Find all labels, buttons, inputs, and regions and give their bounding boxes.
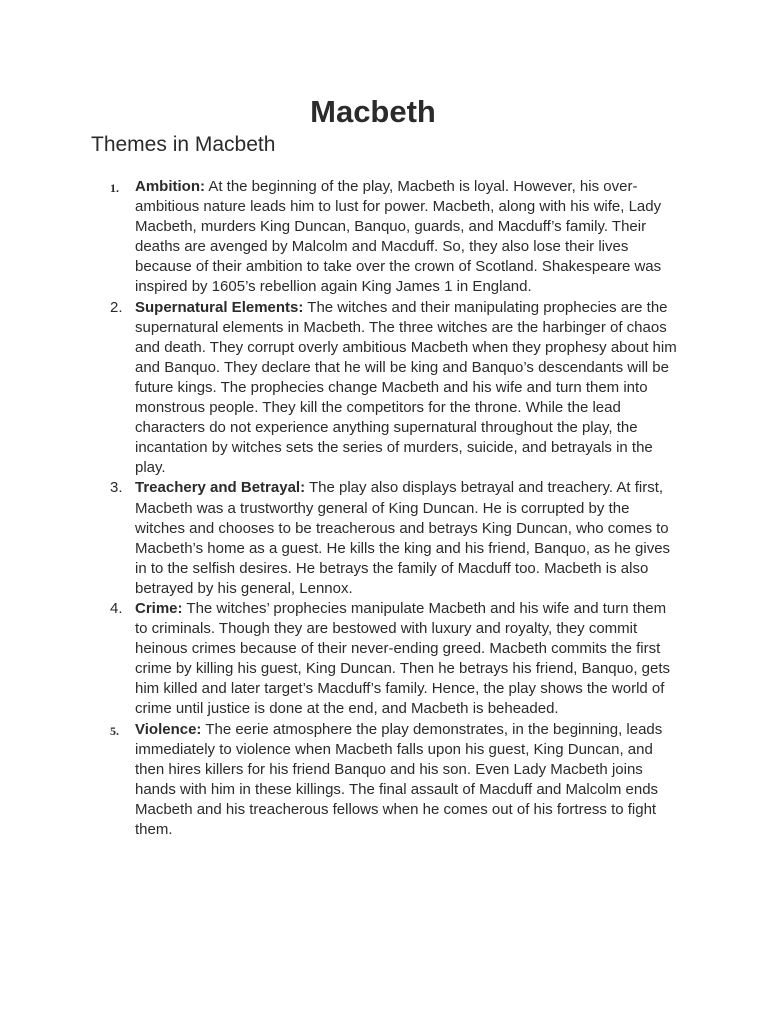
theme-term: Ambition: xyxy=(135,178,205,195)
list-item-text xyxy=(135,599,680,720)
themes-list xyxy=(0,177,768,840)
theme-description: The witches and their manipulating prophecies are the supernatural elements in Macbeth. The three witches are the harbinger of chaos and death. They corrupt overly ambitious Macbeth when they prophesy about him and Banquo. They declare that he will be king and Banquo’s descendants will be future kings. The prophecies change Macbeth and his wife and turn them into monstrous people. They kill the competitors for the throne. While the lead characters do not experience anything supernatural throughout the play, the incantation by witches sets the series of murders, suicide, and betrayals in the play. xyxy=(135,298,677,477)
list-number: 2. xyxy=(110,298,123,316)
list-number: 1. xyxy=(110,181,119,195)
theme-description: The eerie atmosphere the play demonstrates, in the beginning, leads immediately to violence when Macbeth falls upon his guest, King Duncan, and then hires killers for his friend Banquo and his son. Even Lady Macbeth joins hands with him in these killings. The final assault of Macduff and Malcolm ends Macbeth and his treacherous fellows when he comes out of his fortress to fight them. xyxy=(135,720,663,838)
list-number: 3. xyxy=(110,479,123,497)
list-number: 5. xyxy=(110,723,119,738)
theme-term: Treachery and Betrayal: xyxy=(135,479,306,497)
list-item-text xyxy=(135,298,680,479)
list-item-crime xyxy=(0,599,768,720)
theme-term: Violence: xyxy=(135,720,202,738)
list-item-text xyxy=(135,720,680,841)
theme-term: Crime: xyxy=(135,599,183,617)
list-item-violence xyxy=(0,720,768,841)
theme-description: At the beginning of the play, Macbeth is loyal. However, his over-ambitious nature leads him to lust for power. Macbeth, along with his wife, Lady Macbeth, murders King Duncan, Banquo, guards, and Macduff’s family. Their deaths are avenged by Malcolm and Macduff. So, they also lose their lives because of their ambition to take over the crown of Scotland. Shakespeare was inspired by 1605’s rebellion again King James 1 in England. xyxy=(135,178,662,296)
list-item-supernatural xyxy=(0,298,768,479)
theme-term: Supernatural Elements: xyxy=(135,298,304,316)
list-item-treachery xyxy=(0,478,768,599)
list-item-text xyxy=(135,478,680,599)
list-number: 4. xyxy=(110,599,123,617)
theme-description: The play also displays betrayal and treachery. At first, Macbeth was a trustworthy general of King Duncan. He is corrupted by the witches and chooses to be treacherous and betrays King Duncan, who comes to Macbeth’s home as a guest. He kills the king and his friend, Banquo, as he gives in to the selfish desires. He betrays the family of Macduff too. Macbeth is also betrayed by his general, Lennox. xyxy=(135,479,671,597)
document-title: Macbeth xyxy=(310,94,436,129)
list-item-ambition xyxy=(0,177,768,298)
theme-description: The witches’ prophecies manipulate Macbeth and his wife and turn them to criminals. Though they are bestowed with luxury and royalty, they commit heinous crimes because of their never-ending greed. Macbeth commits the first crime by killing his guest, King Duncan. Then he betrays his friend, Banquo, gets him killed and later target’s Macduff’s family. Hence, the play shows the world of crime until justice is done at the end, and Macbeth is beheaded. xyxy=(135,599,671,718)
section-heading: Themes in Macbeth xyxy=(91,133,276,156)
list-item-text xyxy=(135,177,680,298)
